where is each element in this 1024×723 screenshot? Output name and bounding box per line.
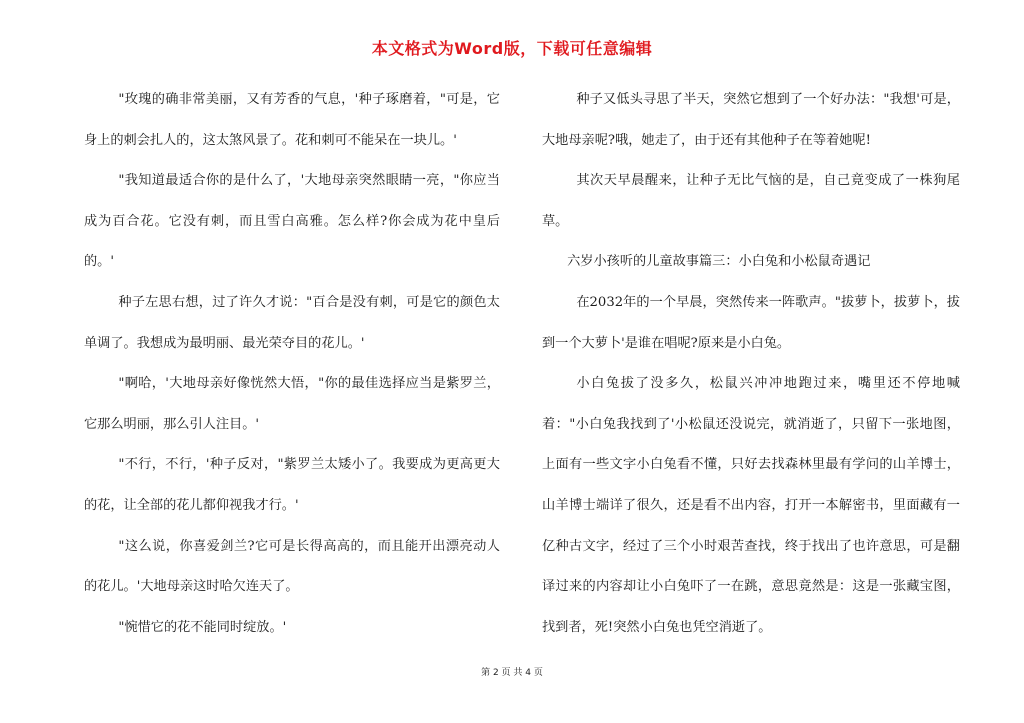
- paragraph: "啊哈，'大地母亲好像恍然大悟，"你的最佳选择应当是紫罗兰，它那么明丽，那么引人注目。': [84, 376, 500, 432]
- paragraph: "我知道最适合你的是什么了，'大地母亲突然眼睛一亮，"你应当成为百合花。它没有刺，而且雪白高雅。怎么样?你会成为花中皇后的。': [84, 173, 500, 270]
- paragraph: 小白兔拔了没多久，松鼠兴冲冲地跑过来，嘴里还不停地喊着："小白兔我找到了'小松鼠还没说完，就消逝了，只留下一张地图，上面有一些文字小白兔看不懂，只好去找森林里最有学问的山羊博士，山羊博士端详了很久，还是看不出内容，打开一本解密书，里面藏有一亿种古文字，经过了三个小时艰苦查找，终于找出了也许意思，可是翻译过来的内容却让小白兔吓了一在跳，意思竟然是：这是一张藏宝图，找到者，死!突然小白兔也凭空消逝了。: [542, 376, 960, 635]
- left-column: [84, 80, 500, 648]
- paragraph: "这么说，你喜爱剑兰?它可是长得高高的，而且能开出漂亮动人的花儿。'大地母亲这时哈欠连天了。: [84, 538, 500, 595]
- format-banner: 本文格式为Word版，下载可任意编辑: [371, 39, 653, 58]
- paragraph: "惋惜它的花不能同时绽放。': [118, 619, 287, 635]
- page-number-footer: 第 2 页 共 4 页: [481, 668, 543, 678]
- paragraph: 在2032年的一个早晨，突然传来一阵歌声。"拔萝卜，拔萝卜，拔到一个大萝卜'是谁在唱呢?原来是小白兔。: [542, 294, 960, 351]
- paragraph: 种子又低头寻思了半天，突然它想到了一个好办法："我想'可是，大地母亲呢?哦，她走了，由于还有其他种子在等着她呢!: [542, 92, 960, 148]
- right-column: [542, 80, 960, 648]
- paragraph: "玫瑰的确非常美丽，又有芳香的气息，'种子琢磨着，"可是，它身上的刺会扎人的，这太煞风景了。花和刺可不能呆在一块儿。': [84, 92, 500, 148]
- paragraph: 其次天早晨醒来，让种子无比气恼的是，自己竟变成了一株狗尾草。: [542, 173, 960, 229]
- paragraph: "不行，不行，'种子反对，"紫罗兰太矮小了。我要成为更高更大的花，让全部的花儿都仰视我才行。': [84, 457, 500, 513]
- section-heading: 六岁小孩听的儿童故事篇三：小白兔和小松鼠奇遇记: [567, 254, 871, 270]
- paragraph: 种子左思右想，过了许久才说："百合是没有刺，可是它的颜色太单调了。我想成为最明丽、最光荣夺目的花儿。': [84, 294, 500, 351]
